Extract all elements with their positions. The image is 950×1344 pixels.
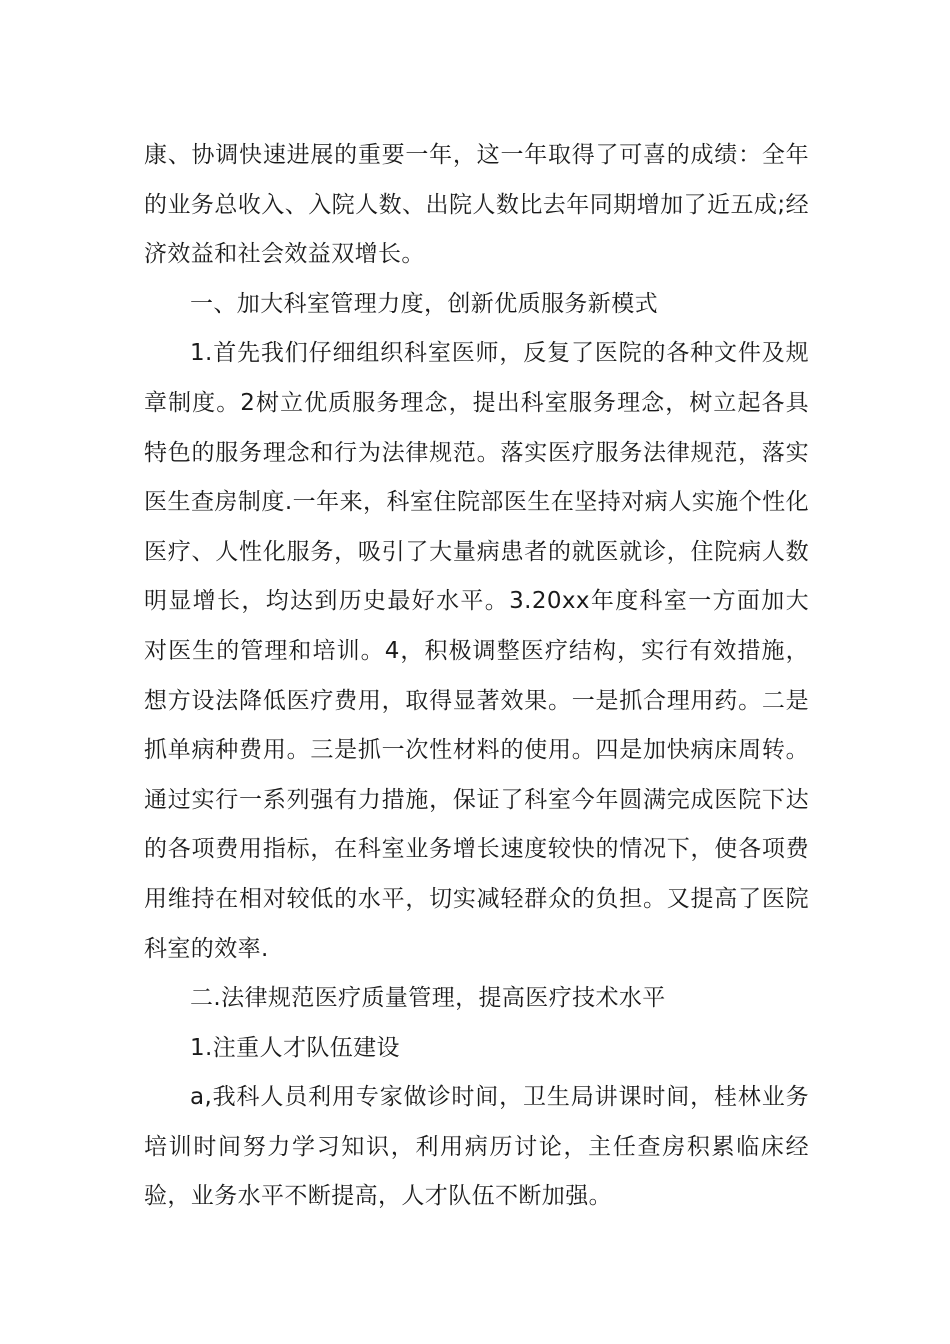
paragraph-section-2-1-a: a,我科人员利用专家做诊时间，卫生局讲课时间，桂林业务培训时间努力学习知识，利用病历讨论，主任查房积累临床经验，业务水平不断提高，人才队伍不断加强。 <box>144 1084 809 1210</box>
section-heading-1: 一、加大科室管理力度，创新优质服务新模式 <box>190 290 658 317</box>
document-body <box>144 131 809 1222</box>
subsection-heading-2-1: 1.注重人才队伍建设 <box>190 1034 400 1061</box>
section-heading-2: 二.法律规范医疗质量管理，提高医疗技术水平 <box>190 985 666 1012</box>
paragraph-section-1-body: 1.首先我们仔细组织科室医师，反复了医院的各种文件及规章制度。2树立优质服务理念，提出科室服务理念，树立起各具特色的服务理念和行为法律规范。落实医疗服务法律规范，落实医生查房制度.一年来，科室住院部医生在坚持对病人实施个性化医疗、人性化服务，吸引了大量病患者的就医就诊，住院病人数明显增长，均达到历史最好水平。3.20xx年度科室一方面加大对医生的管理和培训。4，积极调整医疗结构，实行有效措施，想方设法降低医疗费用，取得显著效果。一是抓合理用药。二是抓单病种费用。三是抓一次性材料的使用。四是加快病床周转。通过实行一系列强有力措施，保证了科室今年圆满完成医院下达的各项费用指标，在科室业务增长速度较快的情况下，使各项费用维持在相对较低的水平，切实减轻群众的负担。又提高了医院科室的效率. <box>144 340 809 962</box>
paragraph-intro-continuation: 康、协调快速进展的重要一年，这一年取得了可喜的成绩：全年的业务总收入、入院人数、出院人数比去年同期增加了近五成;经济效益和社会效益双增长。 <box>144 142 809 268</box>
